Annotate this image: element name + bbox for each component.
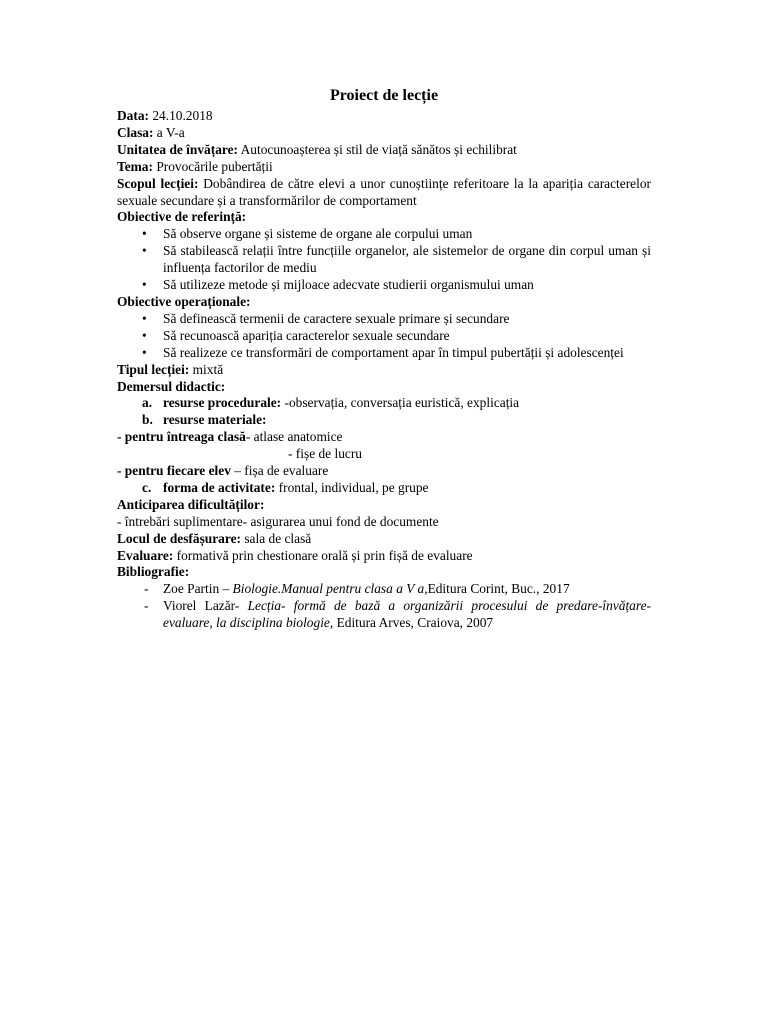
bullet-icon: • (142, 226, 147, 242)
forma-activitate-label: forma de activitate: (163, 479, 276, 495)
tema-label: Tema: (117, 158, 153, 174)
bullet-icon: • (142, 327, 147, 343)
list-item-text: Să definească termenii de caractere sexuale primare și secundare (163, 310, 510, 326)
obiective-referinta-heading: Obiective de referință: (117, 209, 247, 225)
tema-row (117, 159, 651, 176)
bib-author: Zoe Partin – (163, 581, 233, 597)
list-marker: - (144, 581, 149, 597)
evaluare-value: formativă prin chestionare orală și prin fișă de evaluare (173, 547, 473, 563)
list-item-text: Să utilizeze metode și mijloace adecvate studierii organismului uman (163, 277, 534, 293)
list-item (117, 412, 651, 429)
list-marker: a. (142, 395, 153, 411)
anticiparea-heading: Anticiparea dificultăților: (117, 496, 265, 512)
scopul-row (117, 176, 651, 210)
bullet-icon: • (142, 344, 147, 360)
demersul-heading: Demersul didactic: (117, 378, 226, 394)
unitatea-label: Unitatea de învățare: (117, 141, 238, 157)
clasa-value: a V-a (153, 124, 185, 140)
unitatea-row (117, 142, 651, 159)
list-item (117, 311, 651, 328)
list-item-text: Să realizeze ce transformări de comportament apar în timpul pubertății și adolescenței (163, 344, 624, 360)
list-item (117, 395, 651, 412)
bibliografie-heading: Bibliografie: (117, 564, 190, 580)
list-item (117, 243, 651, 277)
locul-row (117, 531, 651, 548)
list-item (117, 480, 651, 497)
list-marker: b. (142, 412, 153, 428)
bibliography-item (117, 581, 651, 598)
locul-label: Locul de desfășurare: (117, 530, 241, 546)
pentru-elev-value: – fișa de evaluare (230, 463, 329, 479)
resurse-materiale-label: resurse materiale: (163, 412, 267, 428)
list-item (117, 345, 651, 362)
bib-title: Lecția- formă de bază a organizării procesului de predare-învățare-evaluare, la disciplina biologie, (163, 598, 651, 631)
list-item-text: Să stabilească relații între funcțiile organelor, ale sistemelor de organe din corpul uman și influența factorilor de mediu (163, 243, 651, 276)
tipul-value: mixtă (189, 361, 224, 377)
bib-publisher: Editura Corint, Buc., 2017 (427, 581, 570, 597)
data-value: 24.10.2018 (148, 108, 213, 123)
forma-activitate-value: frontal, individual, pe grupe (275, 479, 429, 495)
tipul-row (117, 362, 651, 379)
obiective-operationale-heading: Obiective operaționale: (117, 293, 251, 309)
tema-value: Provocările pubertății (152, 158, 273, 174)
list-marker: - (144, 598, 149, 614)
data-label: Data: (117, 108, 149, 123)
locul-value: sala de clasă (240, 530, 312, 546)
list-marker: c. (142, 479, 152, 495)
lesson-plan (117, 86, 651, 632)
bib-publisher: Editura Arves, Craiova, 2007 (333, 615, 494, 631)
clasa-row (117, 125, 651, 142)
resurse-procedurale-value: -observația, conversația euristică, explicația (281, 395, 520, 411)
bullet-icon: • (142, 310, 147, 326)
bullet-icon: • (142, 277, 147, 293)
fise-row: - fișe de lucru (288, 446, 362, 462)
anticiparea-value: - întrebări suplimentare- asigurarea unui fond de documente (117, 513, 439, 529)
bib-title: Biologie.Manual pentru clasa a V a, (232, 581, 428, 597)
pentru-clasa-row (117, 429, 651, 446)
evaluare-row (117, 548, 651, 565)
list-item-text: Să recunoască apariția caracterelor sexuale secundare (163, 327, 450, 343)
clasa-label: Clasa: (117, 124, 154, 140)
pentru-clasa-value: - atlase anatomice (245, 429, 343, 445)
pentru-elev-label: - pentru fiecare elev (117, 463, 231, 479)
pentru-clasa-label: - pentru întreaga clasă (117, 429, 246, 445)
scopul-label: Scopul lecției: (117, 175, 199, 191)
bullet-icon: • (142, 243, 147, 259)
list-item (117, 328, 651, 345)
data-row (117, 108, 651, 125)
pentru-elev-row (117, 463, 651, 480)
bib-author: Viorel Lazăr- (163, 598, 248, 614)
tipul-label: Tipul lecției: (117, 361, 190, 377)
list-item (117, 226, 651, 243)
unitatea-value: Autocunoașterea și stil de viață sănătos și echilibrat (238, 141, 517, 157)
resurse-procedurale-label: resurse procedurale: (163, 395, 282, 411)
evaluare-label: Evaluare: (117, 547, 174, 563)
list-item (117, 277, 651, 294)
document-title: Proiect de lecție (329, 87, 439, 104)
bibliography-item (117, 598, 651, 632)
scopul-value: Dobândirea de către elevi a unor cunoștiințe referitoare la la apariția caracterelor sexuale secundare și a transformărilor de comportament (117, 175, 651, 208)
list-item-text: Să observe organe și sisteme de organe ale corpului uman (163, 226, 473, 242)
